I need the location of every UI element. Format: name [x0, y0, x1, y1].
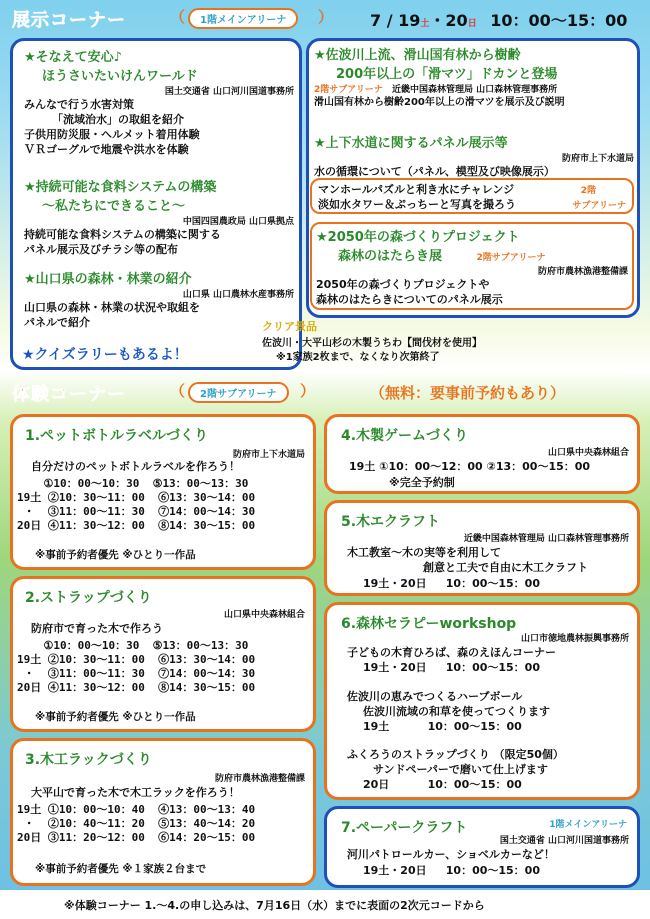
program-schedule: ①10：00～10：30 ⑤13：00～13：30 19土 ②10：30～11：00 ⑥13：30～14：00 ・ ③11：00～11：30 ⑦14：00～14：30 20日 ④11：30～12：00 ⑧14：30～15：00	[17, 639, 256, 694]
item-org: 防府市農林漁港整備課	[537, 267, 628, 277]
exhibit-venue: 1階メインアリーナ	[188, 8, 298, 29]
program-notes: ※事前予約者優先 ※ひとり一作品	[35, 711, 196, 723]
event-date: 7 / 19土・20日 10：00～15：00	[370, 11, 628, 30]
item-line: 森林のはたらきについてのパネル展示	[316, 293, 503, 306]
exhibit-item-water	[314, 132, 634, 179]
program-time: 20日 10：00～15：00	[363, 778, 522, 791]
item-venue: 2階サブアリーナ	[314, 85, 383, 95]
program-org: 国土交通省 山口河川国道事務所	[499, 836, 629, 846]
item-title: 200年以上の「滑マツ」ドカンと登場	[336, 67, 558, 82]
item-line: 「流域治水」の取組を紹介	[52, 113, 184, 126]
item-title: ★持続可能な食料システムの構築	[24, 180, 217, 195]
item-line: 滑山国有林から樹齢200年以上の滑マツを展示及び説明	[314, 97, 565, 108]
item-line: 水の循環について（パネル、模型及び映像展示）	[314, 165, 555, 178]
program-org: 山口市徳地農林振興事務所	[520, 634, 629, 644]
program-title: 7.ペーパークラフト	[341, 820, 468, 836]
item-venue: サブアリーナ	[572, 201, 626, 211]
item-venue: 2階サブアリーナ	[476, 253, 546, 263]
item-title: ★2050年の森づくりプロジェクト	[316, 230, 520, 245]
prize-title: クリア景品	[262, 320, 317, 333]
item-line: みんなで行う水害対策	[24, 98, 134, 111]
program-5	[324, 500, 640, 596]
footer-note: ※体験コーナー 1.～4.の申し込みは、7月16日（水）までに表面の2次元コードから	[64, 899, 485, 912]
program-notes: ※事前予約者優先 ※１家族２台まで	[35, 863, 207, 875]
program-title: 6.森林セラピーworkshop	[341, 616, 517, 632]
program-time: 19土・20日 10：00～15：00	[363, 577, 540, 590]
program-line: 佐波川流域の和草を使ってつくります	[363, 705, 550, 718]
experience-note: （無料：要事前予約もあり）	[370, 384, 566, 402]
quiz-label: ★クイズラリーもあるよ！	[22, 347, 188, 363]
program-org: 近畿中国森林管理局 山口森林管理事務所	[463, 534, 629, 544]
program-org: 山口県中央森林組合	[223, 610, 305, 620]
program-venue: 1階メインアリーナ	[549, 820, 627, 830]
exhibit-item-food	[24, 176, 294, 257]
item-line: 淡如水タワー＆ぷっちーと写真を撮ろう	[318, 198, 516, 211]
item-line: 子供用防災服・ヘルメット着用体験	[24, 128, 200, 141]
venue-paren-open: （	[170, 382, 186, 400]
program-line: 木工教室～木の実等を利用して	[347, 546, 501, 559]
program-3	[10, 738, 316, 886]
item-title: ★そなえて安心♪	[24, 50, 122, 65]
program-line: 佐波川の恵みでつくるハーブボール	[347, 690, 523, 703]
experience-venue: 2階サブアリーナ	[188, 382, 289, 403]
program-6	[324, 602, 640, 800]
item-title: ★山口県の森林・林業の紹介	[24, 272, 192, 287]
program-time: 19土 10：00～15：00	[363, 720, 522, 733]
item-org: 近畿中国森林管理局 山口森林管理事務所	[392, 85, 558, 95]
venue-paren-close: ）	[318, 8, 334, 26]
item-line: パネル展示及びチラシ等の配布	[24, 243, 178, 256]
item-title: ★佐波川上流、滑山国有林から樹齢	[314, 48, 521, 63]
program-org: 山口県中央森林組合	[547, 448, 629, 458]
program-2	[10, 576, 316, 732]
item-title: ★上下水道に関するパネル展示等	[314, 136, 508, 151]
exhibit-item-pine	[314, 44, 634, 110]
program-line: サンドペーパーで磨いて仕上げます	[373, 763, 548, 776]
exhibit-item-bousai	[24, 46, 294, 157]
program-7	[324, 806, 640, 888]
item-org: 防府市上下水道局	[561, 154, 634, 164]
program-notes: ※事前予約者優先 ※ひとり一作品	[35, 549, 196, 561]
exhibit-item-2050	[316, 226, 628, 307]
program-schedule: ①10：00～10：30 ⑤13：00～13：30 19土 ②10：30～11：00 ⑥13：30～14：00 ・ ③11：00～11：30 ⑦14：00～14：30 20日 ④11：30～12：00 ⑧14：30～15：00	[17, 477, 256, 532]
exhibit-item-forest	[24, 268, 294, 330]
program-1	[10, 414, 316, 570]
item-title-row: 森林のはたらき展 2階サブアリーナ	[338, 249, 546, 264]
item-org: 山口県 山口農林水産事務所	[182, 290, 294, 300]
item-title: ほうさいたいけんワールド	[42, 69, 198, 84]
program-line: 河川パトロールカー、ショベルカーなど！	[347, 848, 555, 861]
program-title: 3.木工ラックづくり	[25, 752, 152, 768]
program-time: 19土・20日 10：00～15：00	[363, 864, 540, 877]
program-schedule: 19土 ①10：00～12：00 ②13：00～15：00	[349, 460, 591, 473]
prize-text: 佐波川・大平山杉の木製うちわ【間伐材を使用】	[262, 338, 482, 349]
exhibit-title: 展示コーナー	[12, 10, 126, 31]
program-lead: 大平山で育った木で木工ラックを作ろう！	[31, 786, 240, 799]
item-line: 山口県の森林・林業の状況や取組を	[24, 301, 200, 314]
experience-title: 体験コーナー	[12, 384, 126, 405]
item-org: 国土交通省 山口河川国道事務所	[164, 87, 294, 97]
item-line: パネルで紹介	[24, 316, 90, 329]
prize-note: ※1家族2枚まで、なくなり次第終了	[276, 352, 440, 363]
program-line: 子どもの木育ひろば、森のえほんコーナー	[347, 646, 556, 659]
venue-paren-close: ）	[300, 382, 316, 400]
program-time: 19土・20日 10：00～15：00	[363, 661, 540, 674]
item-line: マンホールパズルと利き水にチャレンジ	[318, 183, 515, 196]
program-org: 防府市農林漁港整備課	[214, 774, 305, 784]
program-title: 5.木エクラフト	[341, 514, 441, 530]
program-title: 1.ペットボトルラベルづくり	[25, 428, 209, 444]
program-line: 創意と工夫で自由に木工クラフト	[423, 561, 588, 574]
program-lead: 防府市で育った木で作ろう	[31, 622, 163, 635]
program-notes: ※完全予約制	[389, 476, 455, 489]
program-line: ふくろうのストラップづくり （限定50個）	[347, 748, 564, 761]
program-title: 2.ストラップづくり	[25, 590, 152, 606]
venue-paren-open: （	[170, 8, 186, 26]
program-schedule: 19土 ①10：00～10：40 ④13：00～13：40 ・ ②10：40～11：20 ⑤13：40～14：20 20日 ③11：20～12：00 ⑥14：20～15：00	[17, 803, 256, 844]
item-line: ＶＲゴーグルで地震や洪水を体験	[24, 143, 189, 156]
item-title: ～私たちにできること～	[42, 199, 186, 214]
program-lead: 自分だけのペットボトルラベルを作ろう！	[31, 460, 240, 473]
program-title: 4.木製ゲームづくり	[341, 428, 469, 444]
item-line: 持続可能な食料システムの構築に関する	[24, 228, 221, 241]
program-org: 防府市上下水道局	[232, 450, 305, 460]
item-org: 中国四国農政局 山口県拠点	[182, 217, 294, 227]
item-venue: 2階	[580, 186, 596, 196]
program-4	[324, 414, 640, 494]
water-sub-box	[310, 178, 634, 214]
item-line: 2050年の森づくりプロジェクトや	[316, 278, 490, 291]
